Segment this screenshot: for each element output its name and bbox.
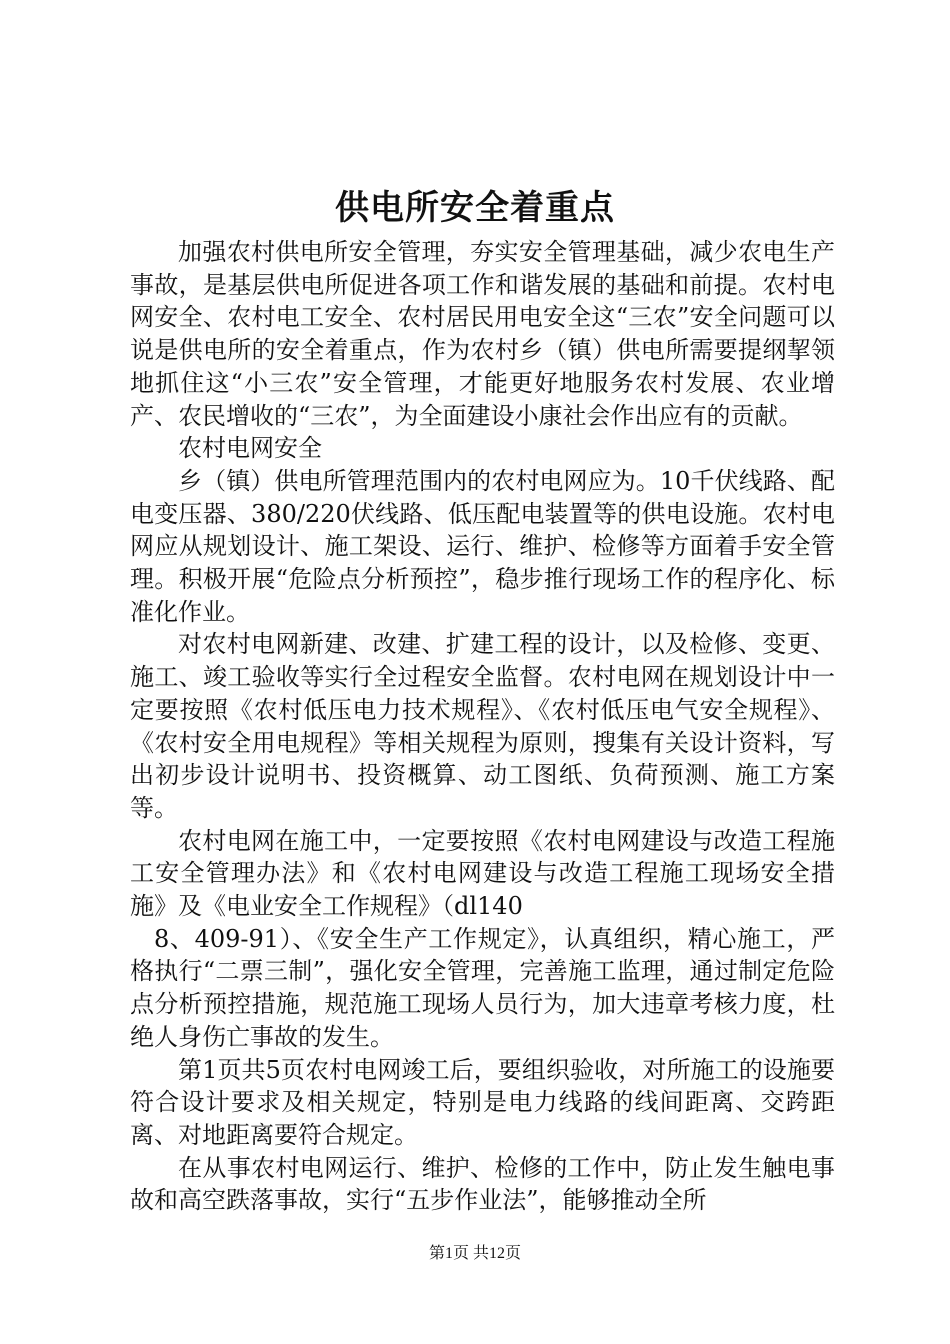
- paragraph-grid-acceptance: 第1页共5页农村电网竣工后，要组织验收，对所施工的设施要符合设计要求及相关规定，特别是电力线路的线间距离、交跨距离、对地距离要符合规定。: [130, 1055, 835, 1149]
- paragraph-grid-construction-cont: 8、409-91）、《安全生产工作规定》，认真组织，精心施工，严格执行“二票三制”，强化安全管理，完善施工监理，通过制定危险点分析预控措施，规范施工现场人员行为，加大违章考核力度，杜绝人身伤亡事故的发生。: [130, 924, 835, 1051]
- document-body: [130, 236, 835, 1217]
- paragraph-grid-scope: 乡（镇）供电所管理范围内的农村电网应为。10千伏线路、配电变压器、380/220伏线路、低压配电装置等的供电设施。农村电网应从规划设计、施工架设、运行、维护、检修等方面着手安全管理。积极开展“危险点分析预控”，稳步推行现场工作的程序化、标准化作业。: [130, 466, 835, 626]
- paragraph-grid-supervision: 对农村电网新建、改建、扩建工程的设计，以及检修、变更、施工、竣工验收等实行全过程安全监督。农村电网在规划设计中一定要按照《农村低压电力技术规程》、《农村低压电气安全规程》、《农村安全用电规程》等相关规程为原则，搜集有关设计资料，写出初步设计说明书、投资概算、动工图纸、负荷预测、施工方案等。: [130, 630, 835, 822]
- page-footer: 第1页 共12页: [428, 1245, 521, 1262]
- section-heading-rural-grid: 农村电网安全: [178, 434, 322, 463]
- paragraph-grid-operation: 在从事农村电网运行、维护、检修的工作中，防止发生触电事故和高空跌落事故，实行“五步作业法”，能够推动全所: [130, 1153, 835, 1215]
- paragraph-grid-construction: 农村电网在施工中，一定要按照《农村电网建设与改造工程施工安全管理办法》和《农村电网建设与改造工程施工现场安全措施》及《电业安全工作规程》（dl140: [130, 826, 835, 921]
- paragraph-intro: 加强农村供电所安全管理，夯实安全管理基础，减少农电生产事故，是基层供电所促进各项工作和谐发展的基础和前提。农村电网安全、农村电工安全、农村居民用电安全这“三农”安全问题可以说是供电所的安全着重点，作为农村乡（镇）供电所需要提纲挈领地抓住这“小三农”安全管理，才能更好地服务农村发展、农业增产、农民增收的“三农”，为全面建设小康社会作出应有的贡献。: [130, 238, 835, 430]
- document-title: 供电所安全着重点: [335, 188, 615, 228]
